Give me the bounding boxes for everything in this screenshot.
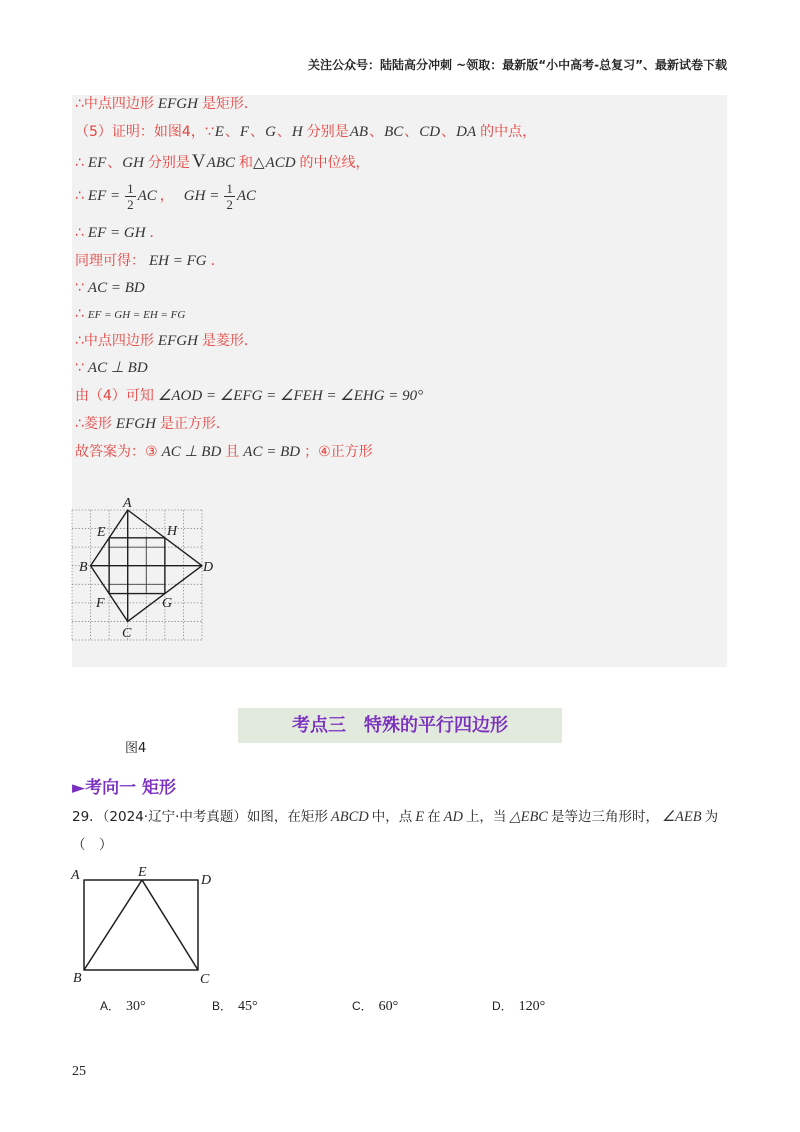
punct: 、 <box>369 124 384 140</box>
math-term: CD <box>419 124 441 140</box>
option-b <box>212 997 258 1016</box>
rectangle-abcd <box>84 880 198 970</box>
option-value: 30° <box>126 999 146 1014</box>
figure-caption: 图4 <box>125 741 147 756</box>
fraction <box>125 182 136 211</box>
therefore-symbol: ∴ <box>75 155 84 171</box>
solution-line-8 <box>75 305 189 324</box>
subsection-title: ►考向一 矩形 <box>72 778 176 798</box>
point-label-g: G <box>162 596 173 611</box>
question-text: 为 <box>704 809 719 825</box>
option-letter: B． <box>212 999 233 1013</box>
math-term: AC <box>236 188 257 204</box>
answer-text: 由（4）可知 <box>75 388 154 404</box>
answer-text: （5）证明：如图4，∵ <box>75 124 214 140</box>
math-term: △EBC <box>509 809 548 825</box>
math-term: EFGH <box>157 96 198 112</box>
question-text: 是等边三角形时， <box>550 809 659 825</box>
math-term: AC <box>137 188 157 204</box>
point-label-a: A <box>123 496 132 511</box>
math-term: AC ⊥ BD <box>87 360 148 376</box>
punct: 、 <box>441 124 456 140</box>
point-label-d: D <box>201 873 212 888</box>
solution-line-4 <box>75 181 257 211</box>
point-label-c: C <box>122 626 132 641</box>
math-term: EF = GH <box>87 225 146 241</box>
question-text: 中，点 <box>371 809 413 825</box>
question-text: 在 <box>427 809 441 825</box>
math-term: AC ⊥ BD <box>161 444 222 460</box>
solution-line-5 <box>75 224 164 242</box>
math-term: E <box>415 809 425 825</box>
solution-line-3 <box>75 153 370 172</box>
fraction-numerator: 1 <box>226 180 233 196</box>
question-text: 29．（2024·辽宁·中考真题）如图，在矩形 <box>72 809 328 825</box>
answer-text: 是菱形． <box>201 333 258 349</box>
punct: 、 <box>404 124 419 140</box>
answer-text: 是正方形． <box>159 416 230 432</box>
answer-text: 且 <box>225 444 240 460</box>
answer-text: 故答案为：③ <box>75 444 158 460</box>
answer-text: ∴中点四边形 <box>75 96 154 112</box>
point-label-e: E <box>97 525 106 540</box>
answer-text: 同理可得： <box>75 253 145 269</box>
option-value: 60° <box>378 999 399 1014</box>
math-term: GH = <box>183 188 220 204</box>
section-title: 考点三 特殊的平行四边形 <box>238 708 562 743</box>
because-symbol: ∵ <box>75 280 84 296</box>
solution-line-7 <box>75 279 149 297</box>
math-term: EF = GH = EH = FG <box>87 309 186 321</box>
answer-text: 分别是 <box>147 155 190 171</box>
point-label-e: E <box>138 865 147 880</box>
point-label-d: D <box>203 560 214 575</box>
punct: 、 <box>107 155 122 171</box>
option-value: 45° <box>238 999 258 1014</box>
solution-line-6 <box>75 252 225 270</box>
option-letter: C． <box>352 999 373 1013</box>
math-term: ACD <box>265 155 296 171</box>
point-label-c: C <box>200 972 210 987</box>
punct: ． <box>210 253 225 269</box>
fraction-denominator: 2 <box>226 196 233 212</box>
answer-text: ∴中点四边形 <box>75 333 154 349</box>
solution-line-10 <box>75 359 152 377</box>
question-29-diagram <box>66 860 216 990</box>
answer-text: ；④正方形 <box>304 444 373 460</box>
segment-ec <box>142 880 198 970</box>
math-term: AC = BD <box>243 444 301 460</box>
therefore-symbol: ∴ <box>75 225 84 241</box>
option-letter: D． <box>492 999 513 1013</box>
math-term: ABCD <box>330 809 369 825</box>
punct: ． <box>149 225 164 241</box>
question-text: 上，当 <box>465 809 507 825</box>
option-value: 120° <box>518 999 546 1014</box>
answer-text: 的中点， <box>480 124 537 140</box>
fraction-denominator: 2 <box>127 196 134 212</box>
answer-parentheses: （ ） <box>72 837 113 853</box>
solution-line-11 <box>75 387 427 405</box>
math-term: ∠AOD = ∠EFG = ∠FEH = ∠EHG = 90° <box>157 388 424 404</box>
because-symbol: ∵ <box>75 360 84 376</box>
punct: ， <box>159 188 174 204</box>
triangle-symbol: △ <box>253 155 265 171</box>
answer-text: 的中位线， <box>299 155 370 171</box>
math-term: AC = BD <box>87 280 145 296</box>
point-label-h: H <box>167 524 178 539</box>
fraction <box>224 182 235 211</box>
math-term: AB <box>349 124 369 140</box>
point-label-b: B <box>73 971 82 986</box>
therefore-symbol: ∴ <box>75 188 84 204</box>
solution-line-12 <box>75 415 230 433</box>
math-term: DA <box>456 124 477 140</box>
solution-line-2 <box>75 123 536 141</box>
answer-text: ∴菱形 <box>75 416 112 432</box>
math-term: E <box>214 124 224 140</box>
answer-text: 是矩形． <box>201 96 258 112</box>
option-letter: A． <box>100 999 121 1013</box>
math-term: EF <box>87 155 107 171</box>
question-29-stem <box>72 808 718 826</box>
point-label-f: F <box>96 596 105 611</box>
math-term: EFGH <box>115 416 156 432</box>
solution-line-9 <box>75 332 258 350</box>
page-header-promo: 关注公众号：陆陆高分冲刺 ~领取：最新版“小中高考-总复习”、最新试卷下载 <box>308 58 727 72</box>
solution-line-13 <box>75 443 373 461</box>
math-term: EH = FG <box>149 253 207 269</box>
math-term: G <box>265 124 276 140</box>
option-d <box>492 997 545 1016</box>
answer-text: 分别是 <box>306 124 349 140</box>
therefore-symbol: ∴ <box>75 306 84 322</box>
grid-lines <box>72 510 202 640</box>
math-term: F <box>239 124 250 140</box>
math-term: ABC <box>206 155 235 171</box>
figure-4-diagram <box>70 492 222 652</box>
solution-line-1 <box>75 95 258 113</box>
answer-blank <box>72 836 113 854</box>
math-term: EF = <box>87 188 121 204</box>
option-a <box>100 997 146 1016</box>
point-label-b: B <box>79 560 88 575</box>
math-term: AD <box>443 809 463 825</box>
segment-eb <box>84 880 142 970</box>
math-term: ∠AEB <box>661 809 702 825</box>
math-term: H <box>291 124 303 140</box>
math-term: BC <box>384 124 404 140</box>
punct: 、 <box>276 124 291 140</box>
option-c <box>352 997 398 1016</box>
math-term: GH <box>122 155 144 171</box>
fraction-numerator: 1 <box>127 180 134 196</box>
page-number: 25 <box>72 1064 86 1079</box>
punct: 、 <box>224 124 239 140</box>
point-label-a: A <box>71 868 80 883</box>
triangle-symbol: V <box>191 151 206 172</box>
punct: 、 <box>250 124 265 140</box>
math-term: EFGH <box>157 333 198 349</box>
answer-text: 和 <box>239 155 253 171</box>
